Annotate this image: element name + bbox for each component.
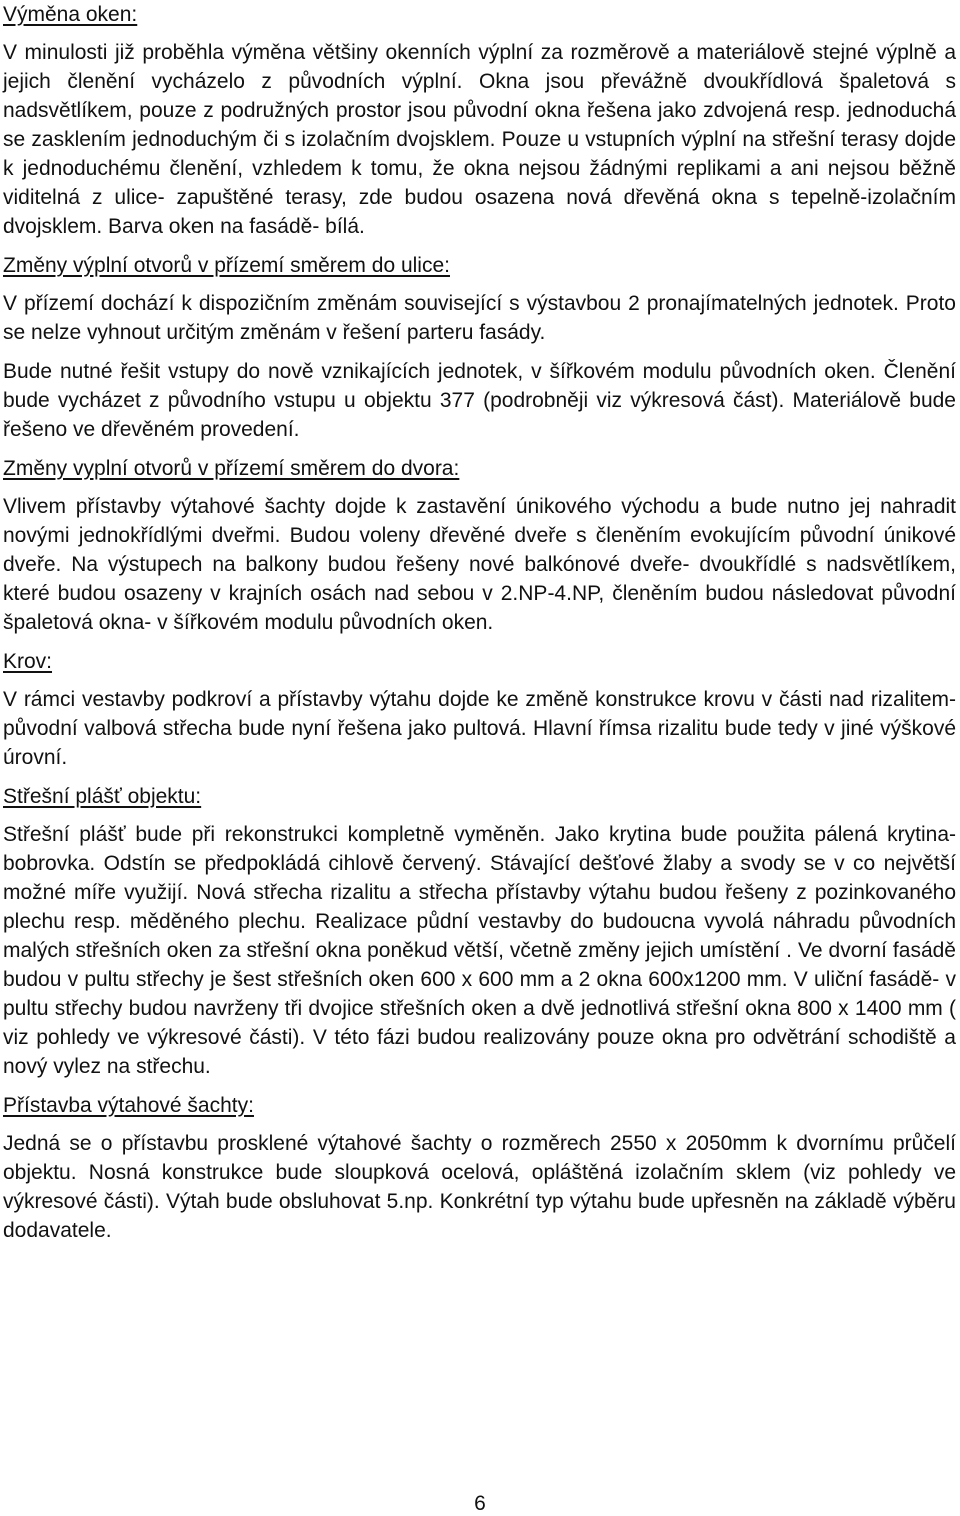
section-paragraph: Jedná se o přístavbu prosklené výtahové šachty o rozměrech 2550 x 2050mm k dvornímu průčelí objektu. Nosná konstrukce bude sloupková ocelová, opláštěná izolačním sklem (viz pohledy ve výkresové části). Výtah bude obsluhovat 5.np. Konkrétní typ výtahu bude upřesněn na základě výběru dodavatele. bbox=[3, 1132, 956, 1242]
page-number: 6 bbox=[474, 1492, 486, 1515]
section-paragraph: Bude nutné řešit vstupy do nově vznikajících jednotek, v šířkovém modulu původních oken. Členění bude vycházet z původního vstupu u objektu 377 (podrobněji viz výkresová část). Materiálově bude řešeno ve dřevěném provedení. bbox=[3, 360, 956, 441]
section-paragraph: V minulosti již proběhla výměna většiny okenních výplní za rozměrově a materiálově stejné výplně a jejich členění vycházelo z původních výplní. Okna jsou převážně dvoukřídlová špaletová s nadsvětlíkem, pouze z podružných prostor jsou původní okna řešena jako zdvojená resp. jednoduchá se zasklením jednoduchým či s izolačním dvojsklem. Pouze u vstupních výplní na střešní terasy dojde k jednoduchému členění, vzhledem k tomu, že okna nejsou žádnými replikami a ani nejsou běžně viditelná z ulice- zapuštěné terasy, zde budou osazena nová dřevěná okna s tepelně-izolačním dvojsklem. Barva oken na fasádě- bílá. bbox=[3, 41, 956, 238]
section-heading-ground-floor-street: Změny výplní otvorů v přízemí směrem do ulice: bbox=[3, 254, 450, 277]
section-paragraph: V přízemí dochází k dispozičním změnám související s výstavbou 2 pronajímatelných jednotek. Proto se nelze vyhnout určitým změnám v řešení parteru fasády. bbox=[3, 292, 956, 344]
section-paragraph: Vlivem přístavby výtahové šachty dojde k zastavění únikového východu a bude nutno jej nahradit novými jednokřídlými dveřmi. Budou voleny dřevěné dveře s členěním evokujícím původní únikové dveře. Na výstupech na balkony budou řešeny nové balkónové dveře- dvoukřídlé s nadsvětlíkem, které budou osazeny v krajních osách nad sebou v 2.NP-4.NP, členěním budou následovat původní špaletová okna- v šířkovém modulu původních oken. bbox=[3, 495, 956, 634]
section-heading-ground-floor-yard: Změny vyplní otvorů v přízemí směrem do dvora: bbox=[3, 457, 460, 480]
section-paragraph: Střešní plášť bude při rekonstrukci kompletně vyměněn. Jako krytina bude použita pálená krytina-bobrovka. Odstín se předpokládá cihlově červený. Stávající dešťové žlaby a svody se v co největší možné míře využijí. Nová střecha rizalitu a střecha přístavby výtahu budou řešeny z pozinkovaného plechu resp. měděného plechu. Realizace půdní vestavby do budoucna vyvolá náhradu původních malých střešních oken za střešní okna poněkud větší, včetně změny jejich umístění . Ve dvorní fasádě budou v pultu střechy je šest střešních oken 600 x 600 mm a 2 okna 600x1200 mm. V uliční fasádě- v pultu střechy budou navrženy tři dvojice střešních oken a dvě jednotlivá střešní okna 800 x 1400 mm ( viz pohledy ve výkresové části). V této fázi budou realizovány pouze okna pro odvětrání schodiště a nový vylez na střechu. bbox=[3, 823, 956, 1078]
section-heading-window-replacement: Výměna oken: bbox=[3, 3, 138, 26]
section-heading-elevator-shaft: Přístavba výtahové šachty: bbox=[3, 1094, 254, 1117]
section-paragraph: V rámci vestavby podkroví a přístavby výtahu dojde ke změně konstrukce krovu v části nad rizalitem- původní valbová střecha bude nyní řešena jako pultová. Hlavní římsa rizalitu bude tedy v jiné výškové úrovní. bbox=[3, 688, 956, 769]
section-heading-truss: Krov: bbox=[3, 650, 53, 673]
document-page bbox=[3, 0, 956, 1245]
section-heading-roof-cladding: Střešní plášť objektu: bbox=[3, 785, 202, 808]
